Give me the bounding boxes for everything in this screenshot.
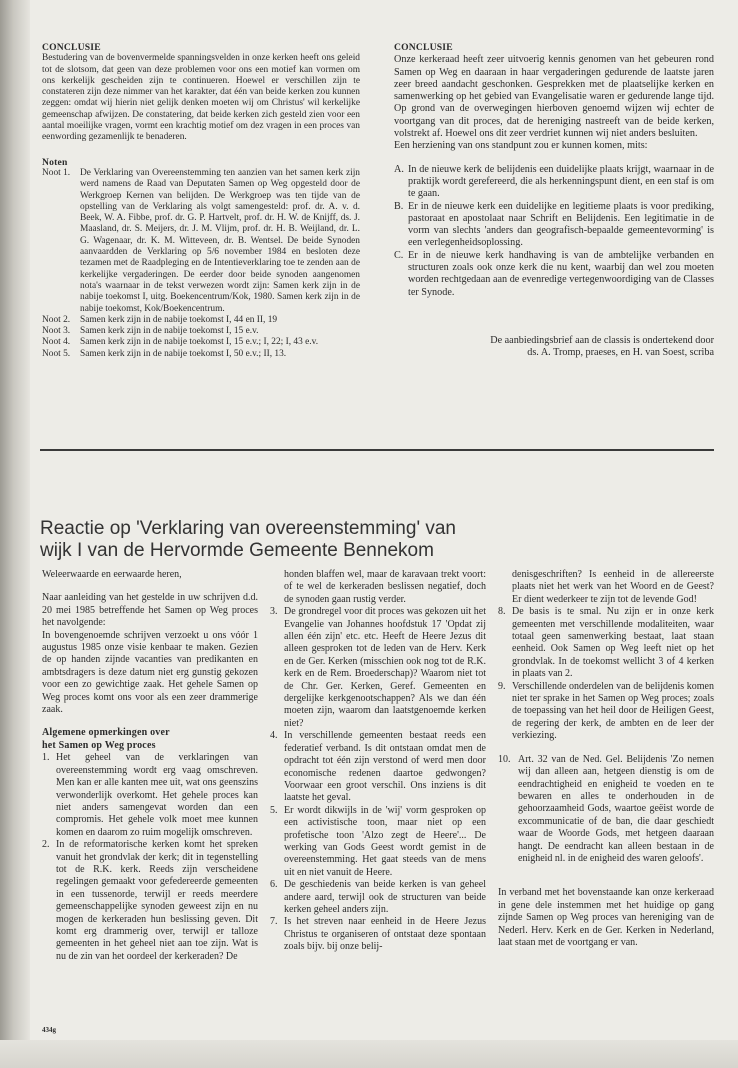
point-item bbox=[270, 916, 486, 953]
page-edge bbox=[0, 1040, 738, 1068]
point-text: Is het streven naar eenheid in de Heere Jezus Christus te organiseren of ontstaat deze spontaan zoals bijv. bij onze belij- bbox=[284, 916, 486, 953]
note-item bbox=[42, 315, 360, 326]
point-number: 1. bbox=[42, 752, 50, 764]
condition-label: A. bbox=[394, 163, 404, 175]
point-number: 5. bbox=[270, 804, 278, 816]
note-label: Noot 3. bbox=[42, 326, 71, 337]
article-column-1 bbox=[42, 569, 258, 963]
point-text: Verschillende onderdelen van de belijdenis komen niet ter sprake in het Samen op Weg proces; zoals de toepassing van het heil door de Heiligen Geest, de regering der kerk, de ambten en de leer der verkiezing. bbox=[512, 680, 714, 742]
point-text: Er wordt dikwijls in de 'wij' vorm gesproken op een activistische toon, maar niet op een profetische toon 'Alzo zegt de Heere'... De werking van Gods Geest wordt gemist in de overeenstemming. Het gaat steeds van de mens uit en niet vanuit de Heere. bbox=[284, 804, 486, 878]
conclusion-paragraph: Bestudering van de bovenvermelde spanningsvelden in onze kerken heeft ons geleid tot de slotsom, dat geen van deze problemen voor ons een motief kan vormen om ons kerkelijk gescheiden zijn te continueren. Hoewel er verschillen zijn te constateren zijn deze nimmer van het karakter, dat één van beide kerken zou kunnen zeggen: omdat wij hierin niet gelijk denken moeten wij om Christus' wil kerkelijke gemeenschap afwijzen. De constatering, dat beide kerken zich gesteld zien voor een aantal moeilijke vragen, vormt een krachtig motief om dez vragen in een proces van eenwording gezamenlijk te benaderen. bbox=[42, 53, 360, 143]
article-column-3 bbox=[498, 569, 714, 949]
point-text: De grondregel voor dit proces was gekozen uit het Evangelie van Johannes hoofdstuk 17 'Opdat zij allen één zijn' etc. etc. Heeft de Heere Jezus dit alleen gesproken tot de leden van de Herv. Kerk en de Ger. Kerken (misschien ook nog tot de R.K. kerk en de Rem. Broederschap)? Waarom niet tot de Chr. Ger. Kerken, Geref. Gemeenten en dergelijke kerkgenootschappen? Als we dan één moeten zijn, waarom dan laatstgenoemde kerken niet? bbox=[284, 606, 486, 729]
page-number: 434g bbox=[42, 1026, 56, 1034]
body-paragraph: In bovengenoemde schrijven verzoekt u ons vóór 1 augustus 1985 onze visie kenbaar te maken. Gezien de op handen zijnde vacanties van predikanten en ambtsdragers is deze datum niet erg gunstig gekozen voor een zo gewichtige zaak. Het gehele Samen op Weg proces komt ons voor als een zeer drammerige zaak. bbox=[42, 629, 258, 716]
conditions-intro: Een herziening van ons standpunt zou er kunnen komen, mits: bbox=[394, 140, 648, 152]
section-divider bbox=[40, 449, 714, 451]
note-text: Samen kerk zijn in de nabije toekomst I, 50 e.v.; II, 13. bbox=[80, 348, 287, 359]
point-item bbox=[498, 681, 714, 743]
article-title bbox=[40, 518, 720, 562]
point-number: 2. bbox=[42, 839, 50, 851]
point-number: 4. bbox=[270, 730, 278, 742]
point-text: In verschillende gemeenten bestaat reeds een federatief verband. Is dit ontstaan omdat men de opdracht tot één zijn verstond of werd men door economische redenen daartoe gedwongen? Voorwaar een groot verschil. Ons inziens is dit laatste het geval. bbox=[284, 730, 486, 804]
condition-label: C. bbox=[394, 249, 404, 261]
note-item bbox=[42, 168, 360, 315]
conditions-list bbox=[394, 164, 714, 299]
point-item bbox=[270, 606, 486, 730]
binding-gutter bbox=[0, 0, 30, 1068]
note-label: Noot 1. bbox=[42, 167, 71, 178]
note-text: Samen kerk zijn in de nabije toekomst I, 15 e.v. bbox=[80, 326, 259, 337]
point-number: 3. bbox=[270, 606, 278, 618]
point-text: In de reformatorische kerken komt het spreken vanuit het grondvlak der kerk; dit in tegenstelling tot de R.K. kerk. Reeds zijn verscheidene regelingen gemaakt voor gefedereerde gemeenten in een tussenorde, terwijl er reeds meerdere gemeenschappelijke synoden geweest zijn en nu mogen de kerkeraden hun beslissing geven. Dit komt erg drammerig over, terwijl er talloze gemeenten in het geheel niet aan toe zijn. Wat is nu de zin van het oordeel der kerkeraden? De bbox=[56, 839, 258, 962]
salutation: Weleerwaarde en eerwaarde heren, bbox=[42, 569, 182, 580]
point-item bbox=[270, 569, 486, 606]
point-item bbox=[498, 606, 714, 680]
point-text: denisgeschriften? Is eenheid in de allereerste plaats niet het werk van het Woord en de Geest? Er dient wederkeer te zijn tot de levende God! bbox=[512, 569, 714, 605]
point-item bbox=[270, 730, 486, 804]
point-text: De geschiedenis van beide kerken is van geheel andere aard, terwijl ook de structuren van beide kerken geheel anders zijn. bbox=[284, 879, 486, 915]
point-item bbox=[42, 752, 258, 839]
condition-item bbox=[394, 250, 714, 299]
conclusion-heading: CONCLUSIE bbox=[394, 42, 453, 53]
note-text: Samen kerk zijn in de nabije toekomst I, 44 en II, 19 bbox=[80, 314, 278, 325]
point-text: Art. 32 van de Ned. Gel. Belijdenis 'Zo nemen wij dan alleen aan, hetgeen dienstig is om de eendrachtigheid en enigheid te voeden en te bewaren en alles te onderhouden in de gehoorzaamheid Gods, waartoe geëist worde de excommunicatie of de ban, die daar geschiedt waar de Woorde Gods, met hetgeen daaraan hangt. De eendracht kan alleen bestaan in de enigheid nl. in de enigheid des waren geloofs'. bbox=[518, 753, 714, 864]
title-line: Reactie op 'Verklaring van overeenstemming' van bbox=[40, 518, 456, 539]
point-item bbox=[498, 569, 714, 606]
subheading: het Samen op Weg proces bbox=[42, 739, 156, 751]
point-number: 7. bbox=[270, 916, 278, 928]
point-text: honden blaffen wel, maar de karavaan trekt voort: of te wel de kerkeraden beslissen negatief, doch de synoden gaan rustig verder. bbox=[284, 569, 486, 605]
top-right-column bbox=[394, 42, 714, 360]
top-left-column bbox=[42, 42, 360, 360]
subheading: Algemene opmerkingen over bbox=[42, 727, 170, 739]
signoff-names: ds. A. Tromp, praeses, en H. van Soest, scriba bbox=[527, 347, 714, 359]
condition-label: B. bbox=[394, 200, 404, 212]
conclusion-paragraph: Onze kerkeraad heeft zeer uitvoerig kennis genomen van het gebeuren rond Samen op Weg en daaraan in haar vergaderingen gedurende de laatste jaren zeer breed aandacht geschonken. Gesprekken met de plaatselijke kerken en samenwerking op het gebied van Evangelisatie waren er gedurende lange tijd. Op grond van de overwegingen hierboven genoemd wijzen wij echter de voortgang van dit proces, dat de hereniging nastreeft van de beide kerken, volstrekt af. Hoewel ons dit zeer verdriet kunnen wij niet anders besluiten. bbox=[394, 54, 714, 140]
point-number: 9. bbox=[498, 680, 506, 692]
point-text: De basis is te smal. Nu zijn er in onze kerk gemeenten met verschillende modaliteiten, waar totaal geen samenwerking bestaat, laat staan eenheid. Ook Samen op Weg leeft niet op het grondvlak. In de toekomst wellicht 3 of 4 kerken in plaats van 2. bbox=[512, 606, 714, 680]
conclusion-heading: CONCLUSIE bbox=[42, 42, 101, 53]
note-label: Noot 5. bbox=[42, 348, 71, 359]
note-text: De Verklaring van Overeenstemming ten aanzien van het samen kerk zijn werd namens de Raad van Deputaten Samen op Weg opgesteld door de Werkgroep Kernen van belijden. De Werkgroep was ten tijde van de opstelling van de Verklaring als volgt samengesteld: prof. dr. A. v. d. Beek, W. A. Fibbe, prof. dr. G. P. Hartvelt, prof. dr. H. W. de Knijff, ds. J. Maasland, dr. S. Meijers, dr. J. M. Vlijm, prof. dr. H. B. Weijland, dr. L. G. Wagenaar, dr. K. M. Witteveen, dr. B. Wentsel. De beide Synoden aanvaardden de Verklaring op 5/6 november 1984 en besloten deze tezamen met de Raadpleging en de Intentieverklaring toe te zenden aan de kerkelijke vergaderingen. De eerder door beide synoden aangenomen nota's waarnaar in de tekst verwezen wordt zijn: Samen kerk zijn in de nabije toekomst I, uitg. Boekencentrum/Kok, 1980. Samen kerk zijn in de nabije toekomst, Kok/Boekencentrum. bbox=[80, 167, 360, 314]
notes-list bbox=[42, 168, 360, 360]
article-column-2 bbox=[270, 569, 486, 954]
note-label: Noot 2. bbox=[42, 314, 71, 325]
notes-heading: Noten bbox=[42, 156, 68, 168]
note-text: Samen kerk zijn in de nabije toekomst I, 15 e.v.; I, 22; I, 43 e.v. bbox=[80, 337, 319, 348]
note-item bbox=[42, 349, 360, 360]
point-number: 8. bbox=[498, 606, 506, 618]
point-item bbox=[42, 839, 258, 963]
point-item bbox=[498, 754, 714, 866]
condition-text: Er in de nieuwe kerk een duidelijke en legitieme plaats is voor prediking, pastoraat en apostolaat naar Schrift en Belijdenis. Een legitimatie in de vorm van slechts 'anders dan geografisch-bepaalde gemeentevorming' is een verlegenheidsoplossing. bbox=[408, 200, 714, 249]
intro-paragraph: Naar aanleiding van het gestelde in uw schrijven d.d. 20 mei 1985 betreffende het Samen op Weg proces het navolgende: bbox=[42, 592, 258, 629]
note-item bbox=[42, 337, 360, 348]
closing-paragraph: In verband met het bovenstaande kan onze kerkeraad in gene dele instemmen met het huidige op gang zijnde Samen op Weg proces van hereniging van de Nederl. Herv. Kerk en de Ger. Kerken in Nederland, laat staan met de voortgang er van. bbox=[498, 887, 714, 948]
note-item bbox=[42, 326, 360, 337]
point-number: 6. bbox=[270, 879, 278, 891]
point-text: Het geheel van de verklaringen van overeenstemming wordt erg vaag omschreven. Men kan er alle kanten mee uit, wat ons geenszins verwonderlijk overkomt. Het gehele proces kan niet anders samengevat worden dan een compromis. Het gehele volk moet mee kunnen komen en daarom zo ruim mogelijk omschreven. bbox=[56, 752, 258, 838]
title-line: wijk I van de Hervormde Gemeente Bennekom bbox=[40, 540, 434, 561]
condition-text: Er in de nieuwe kerk handhaving is van de ambtelijke verbanden en structuren zoals ook onze kerk die nu kent, waarbij dan wel zou moeten worden rechtgedaan aan de evenredige vertegenwoordiging van de Classes ter Synode. bbox=[408, 249, 714, 298]
condition-item bbox=[394, 201, 714, 250]
condition-item bbox=[394, 164, 714, 201]
point-item bbox=[270, 805, 486, 879]
point-item bbox=[270, 879, 486, 916]
signoff-line: De aanbiedingsbrief aan de classis is ondertekend door bbox=[490, 334, 714, 346]
condition-text: In de nieuwe kerk de belijdenis een duidelijke plaats krijgt, waarnaar in de praktijk wordt gerefereerd, die als herkenningspunt dient, en een staf is om te gaan. bbox=[408, 163, 714, 200]
note-label: Noot 4. bbox=[42, 337, 71, 348]
point-number: 10. bbox=[498, 753, 511, 765]
